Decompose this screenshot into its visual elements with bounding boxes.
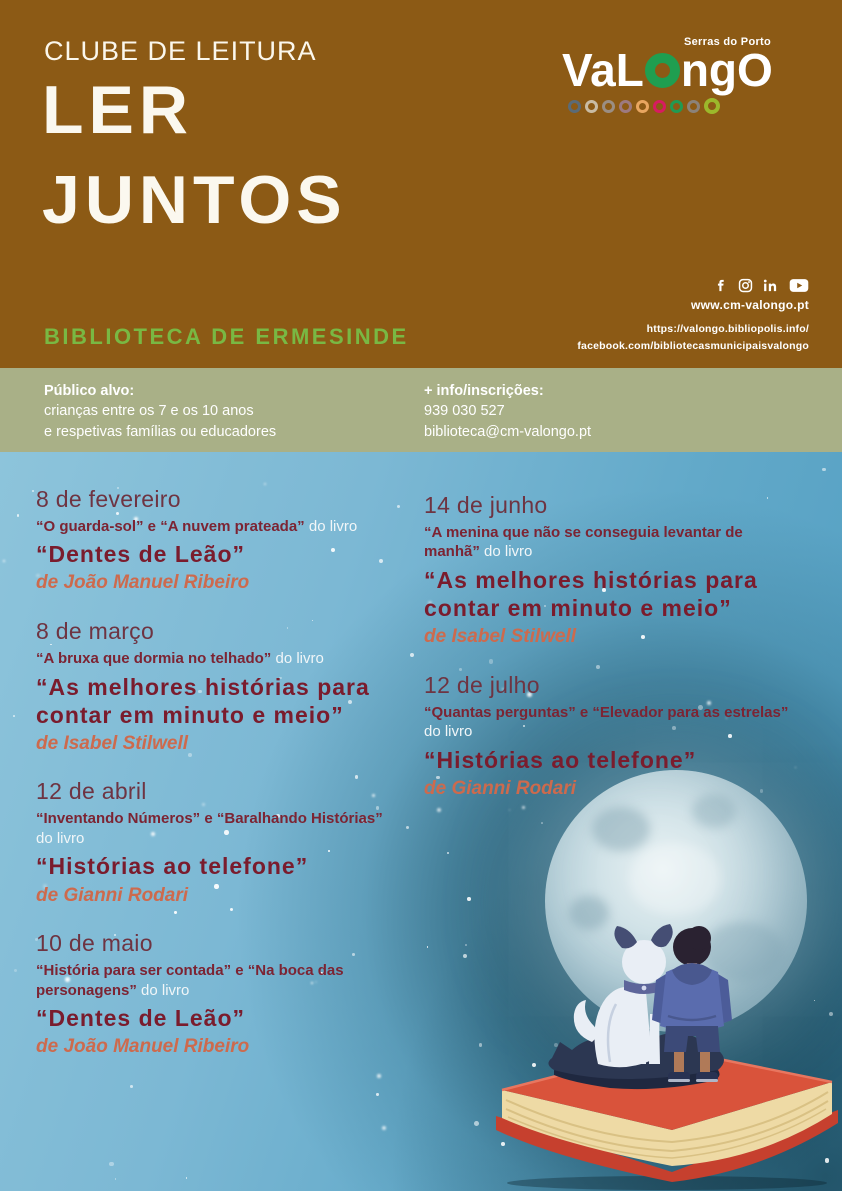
star (264, 483, 266, 485)
contact-email: biblioteca@cm-valongo.pt (424, 424, 592, 441)
logo-ring (568, 100, 581, 113)
event-book-title: “As melhores histórias para contar em minuto e meio” (36, 673, 370, 728)
event-book-title: “As melhores histórias para contar em minuto e meio” (424, 567, 758, 622)
star (376, 1093, 378, 1095)
events-column-right (424, 492, 790, 824)
star (109, 1162, 113, 1166)
event-author: de Isabel Stilwell (36, 732, 189, 754)
event-abril (36, 778, 402, 908)
event-stories (36, 809, 402, 849)
logo-wordmark (562, 44, 773, 96)
event-marco (36, 618, 402, 756)
library-name: BIBLIOTECA DE ERMESINDE (44, 324, 409, 349)
stories-suffix: do livro (424, 723, 473, 741)
stories-titles: “Quantas perguntas” e “Elevador para as estrelas” (424, 703, 789, 721)
star (17, 514, 20, 517)
sky-section (0, 452, 842, 1191)
event-author: de Gianni Rodari (36, 884, 189, 906)
logo-ring (619, 100, 632, 113)
stories-suffix: do livro (136, 981, 190, 999)
star (115, 1178, 117, 1180)
youtube-icon (789, 278, 809, 293)
header (0, 0, 842, 368)
star (822, 468, 825, 471)
star (13, 715, 15, 717)
event-book-title: “Dentes de Leão” (36, 1005, 245, 1032)
event-stories (36, 517, 402, 537)
info-band (0, 368, 842, 452)
stories-suffix: do livro (271, 649, 324, 667)
bibliopolis-link: https://valongo.bibliopolis.info/ (646, 323, 809, 335)
star (3, 560, 5, 562)
star (427, 946, 429, 948)
event-date: 8 de fevereiro (36, 486, 181, 512)
title-line-2: JUNTOS (42, 161, 347, 238)
star (795, 767, 797, 769)
event-author: de João Manuel Ribeiro (36, 572, 250, 594)
event-author: de Isabel Stilwell (424, 626, 577, 648)
star (32, 490, 35, 493)
event-julho (424, 672, 790, 802)
linkedin-icon (762, 278, 780, 293)
event-book-title: “Dentes de Leão” (36, 541, 245, 568)
star (130, 1085, 133, 1088)
facebook-icon (714, 278, 729, 293)
library-links (577, 321, 809, 355)
event-date: 12 de julho (424, 671, 540, 698)
event-maio (36, 930, 402, 1060)
stories-titles: “O guarda-sol” e “A nuvem prateada” (36, 517, 305, 535)
logo-ring (687, 100, 700, 113)
facebook-link: facebook.com/bibliotecasmunicipaisvalongo (577, 339, 809, 352)
valongo-logo (562, 34, 812, 118)
contact-label: + info/inscrições: (424, 383, 544, 399)
website-url: www.cm-valongo.pt (691, 298, 809, 312)
event-date: 10 de maio (36, 930, 153, 957)
page-title (42, 66, 347, 246)
logo-ring (653, 100, 666, 113)
stories-titles: “A bruxa que dormia no telhado” (36, 649, 272, 667)
event-date: 12 de abril (36, 778, 147, 805)
logo-text-mid: ng (680, 44, 738, 96)
audience-line-2: e respetivas famílias ou educadores (44, 424, 277, 441)
logo-ring (602, 100, 615, 113)
moon-crater (629, 843, 721, 915)
kicker: CLUBE DE LEITURA (44, 36, 317, 66)
audience-info (44, 383, 276, 443)
stories-titles: “A menina que não se conseguia levantar de manhã” (424, 523, 743, 561)
event-author: de Gianni Rodari (424, 778, 577, 800)
star (382, 1126, 386, 1130)
stories-suffix: do livro (479, 543, 533, 561)
logo-tagline: Serras do Porto (684, 36, 772, 48)
contact-phone: 939 030 527 (424, 403, 505, 419)
event-date: 8 de março (36, 618, 155, 645)
stories-suffix: do livro (36, 829, 85, 847)
stories-titles: “Inventando Números” e “Baralhando Histórias” (36, 809, 383, 827)
star (467, 897, 471, 901)
logo-ring (670, 100, 683, 113)
event-author: de João Manuel Ribeiro (36, 1036, 250, 1058)
logo-ring (636, 100, 649, 113)
valongo-green-o-icon (645, 53, 680, 88)
event-book-title: “Histórias ao telefone” (36, 853, 309, 880)
event-stories (424, 703, 790, 743)
star (410, 653, 415, 658)
logo-ring (704, 98, 720, 114)
contact-info (424, 383, 591, 443)
star (14, 969, 17, 972)
boy-dog-book-illustration (460, 920, 842, 1191)
stories-suffix: do livro (304, 517, 358, 535)
social-icons (714, 278, 809, 293)
event-junho (424, 492, 790, 650)
audience-label: Público alvo: (44, 383, 135, 399)
title-line-1: LER (42, 72, 193, 148)
logo-ring (585, 100, 598, 113)
logo-text-end: O (737, 44, 773, 96)
event-stories (424, 523, 790, 563)
event-stories (36, 961, 402, 1001)
event-book-title: “Histórias ao telefone” (424, 747, 697, 774)
event-date: 14 de junho (424, 492, 548, 518)
star (406, 826, 409, 829)
logo-text-start: VaL (562, 44, 644, 96)
instagram-icon (738, 278, 753, 293)
star (186, 1177, 187, 1178)
stories-titles: “História para ser contada” e “Na boca das personagens” (36, 961, 344, 999)
logo-rings (568, 98, 720, 114)
events-column-left (36, 486, 402, 1082)
event-stories (36, 649, 402, 669)
audience-line-1: crianças entre os 7 e os 10 anos (44, 403, 254, 419)
star (447, 852, 449, 854)
event-fevereiro (36, 486, 402, 596)
